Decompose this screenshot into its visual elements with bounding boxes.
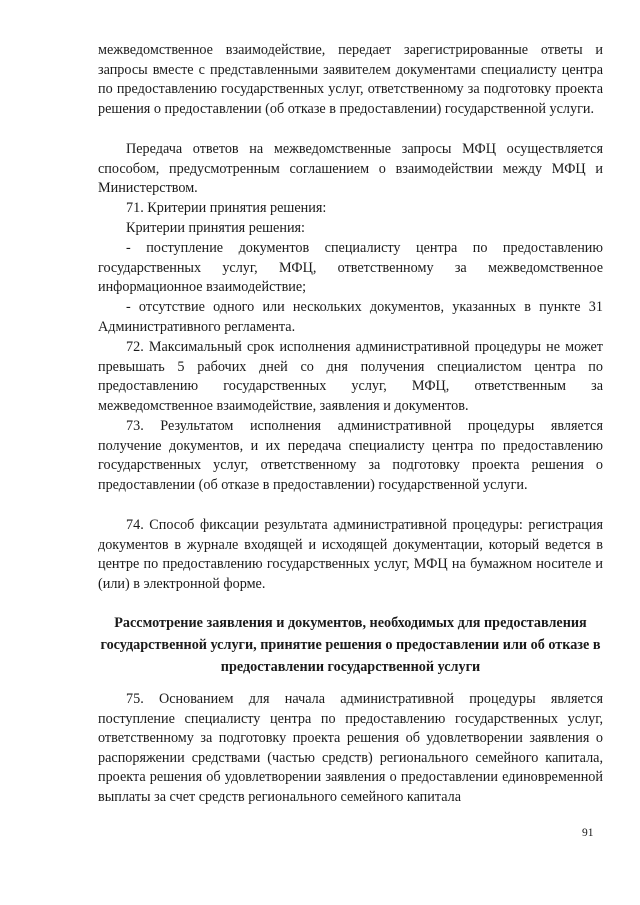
paragraph-74: 74. Способ фиксации результата административной процедуры: регистрация документов в журнале входящей и исходящей документации, который ведется в центре по предоставлению государственных услуг, МФЦ на бумажном носителе и (или) в электронной форме.: [98, 517, 603, 592]
paragraph-73: 73. Результатом исполнения административной процедуры является получение документов, и их передача специалисту центра по предоставлению государственных услуг, ответственному за подготовку проекта решения о предоставлении (об отказе в предоставлении) государственной услуги.: [98, 418, 603, 493]
section-heading: Рассмотрение заявления и документов, необходимых для предоставления государственной услуги, принятие решения о предоставлении или об отказе в предоставлении государственной услуги: [100, 615, 601, 675]
paragraph-71: 71. Критерии принятия решения:: [126, 200, 327, 216]
paragraph-75: 75. Основанием для начала административной процедуры является поступление специалисту центра по предоставлению государственных услуг, ответственному за подготовку проекта решения об удовлетворении заявления о распоряжении средствами (частью средств) регионального семейного капитала, проекта решения об удовлетворении заявления о предоставлении единовременной выплаты за счет средств регионального семейного капитала: [98, 691, 603, 805]
page-number: 91: [582, 827, 594, 839]
paragraph-72: 72. Максимальный срок исполнения административной процедуры не может превышать 5 рабочих дней со дня получения специалистом центра по предоставлению государственных услуг, МФЦ, ответственным за межведомственное взаимодействие, заявления и документов.: [98, 339, 603, 414]
paragraph-criteria-item-1: - поступление документов специалисту центра по предоставлению государственных услуг, МФЦ, ответственному за межведомственное информационное взаимодействие;: [98, 240, 603, 296]
paragraph-continuation: межведомственное взаимодействие, передает зарегистрированные ответы и запросы вместе с представленными заявителем документами специалисту центра по предоставлению государственных услуг, ответственному за подготовку проекта решения о предоставлении (об отказе в предоставлении) государственной услуги.: [98, 42, 603, 117]
paragraph-criteria-item-2: - отсутствие одного или нескольких документов, указанных в пункте 31 Административного регламента.: [98, 299, 603, 335]
paragraph-criteria: Критерии принятия решения:: [126, 220, 305, 236]
paragraph-transfer-answers: Передача ответов на межведомственные запросы МФЦ осуществляется способом, предусмотренным соглашением о взаимодействии между МФЦ и Министерством.: [98, 141, 603, 197]
